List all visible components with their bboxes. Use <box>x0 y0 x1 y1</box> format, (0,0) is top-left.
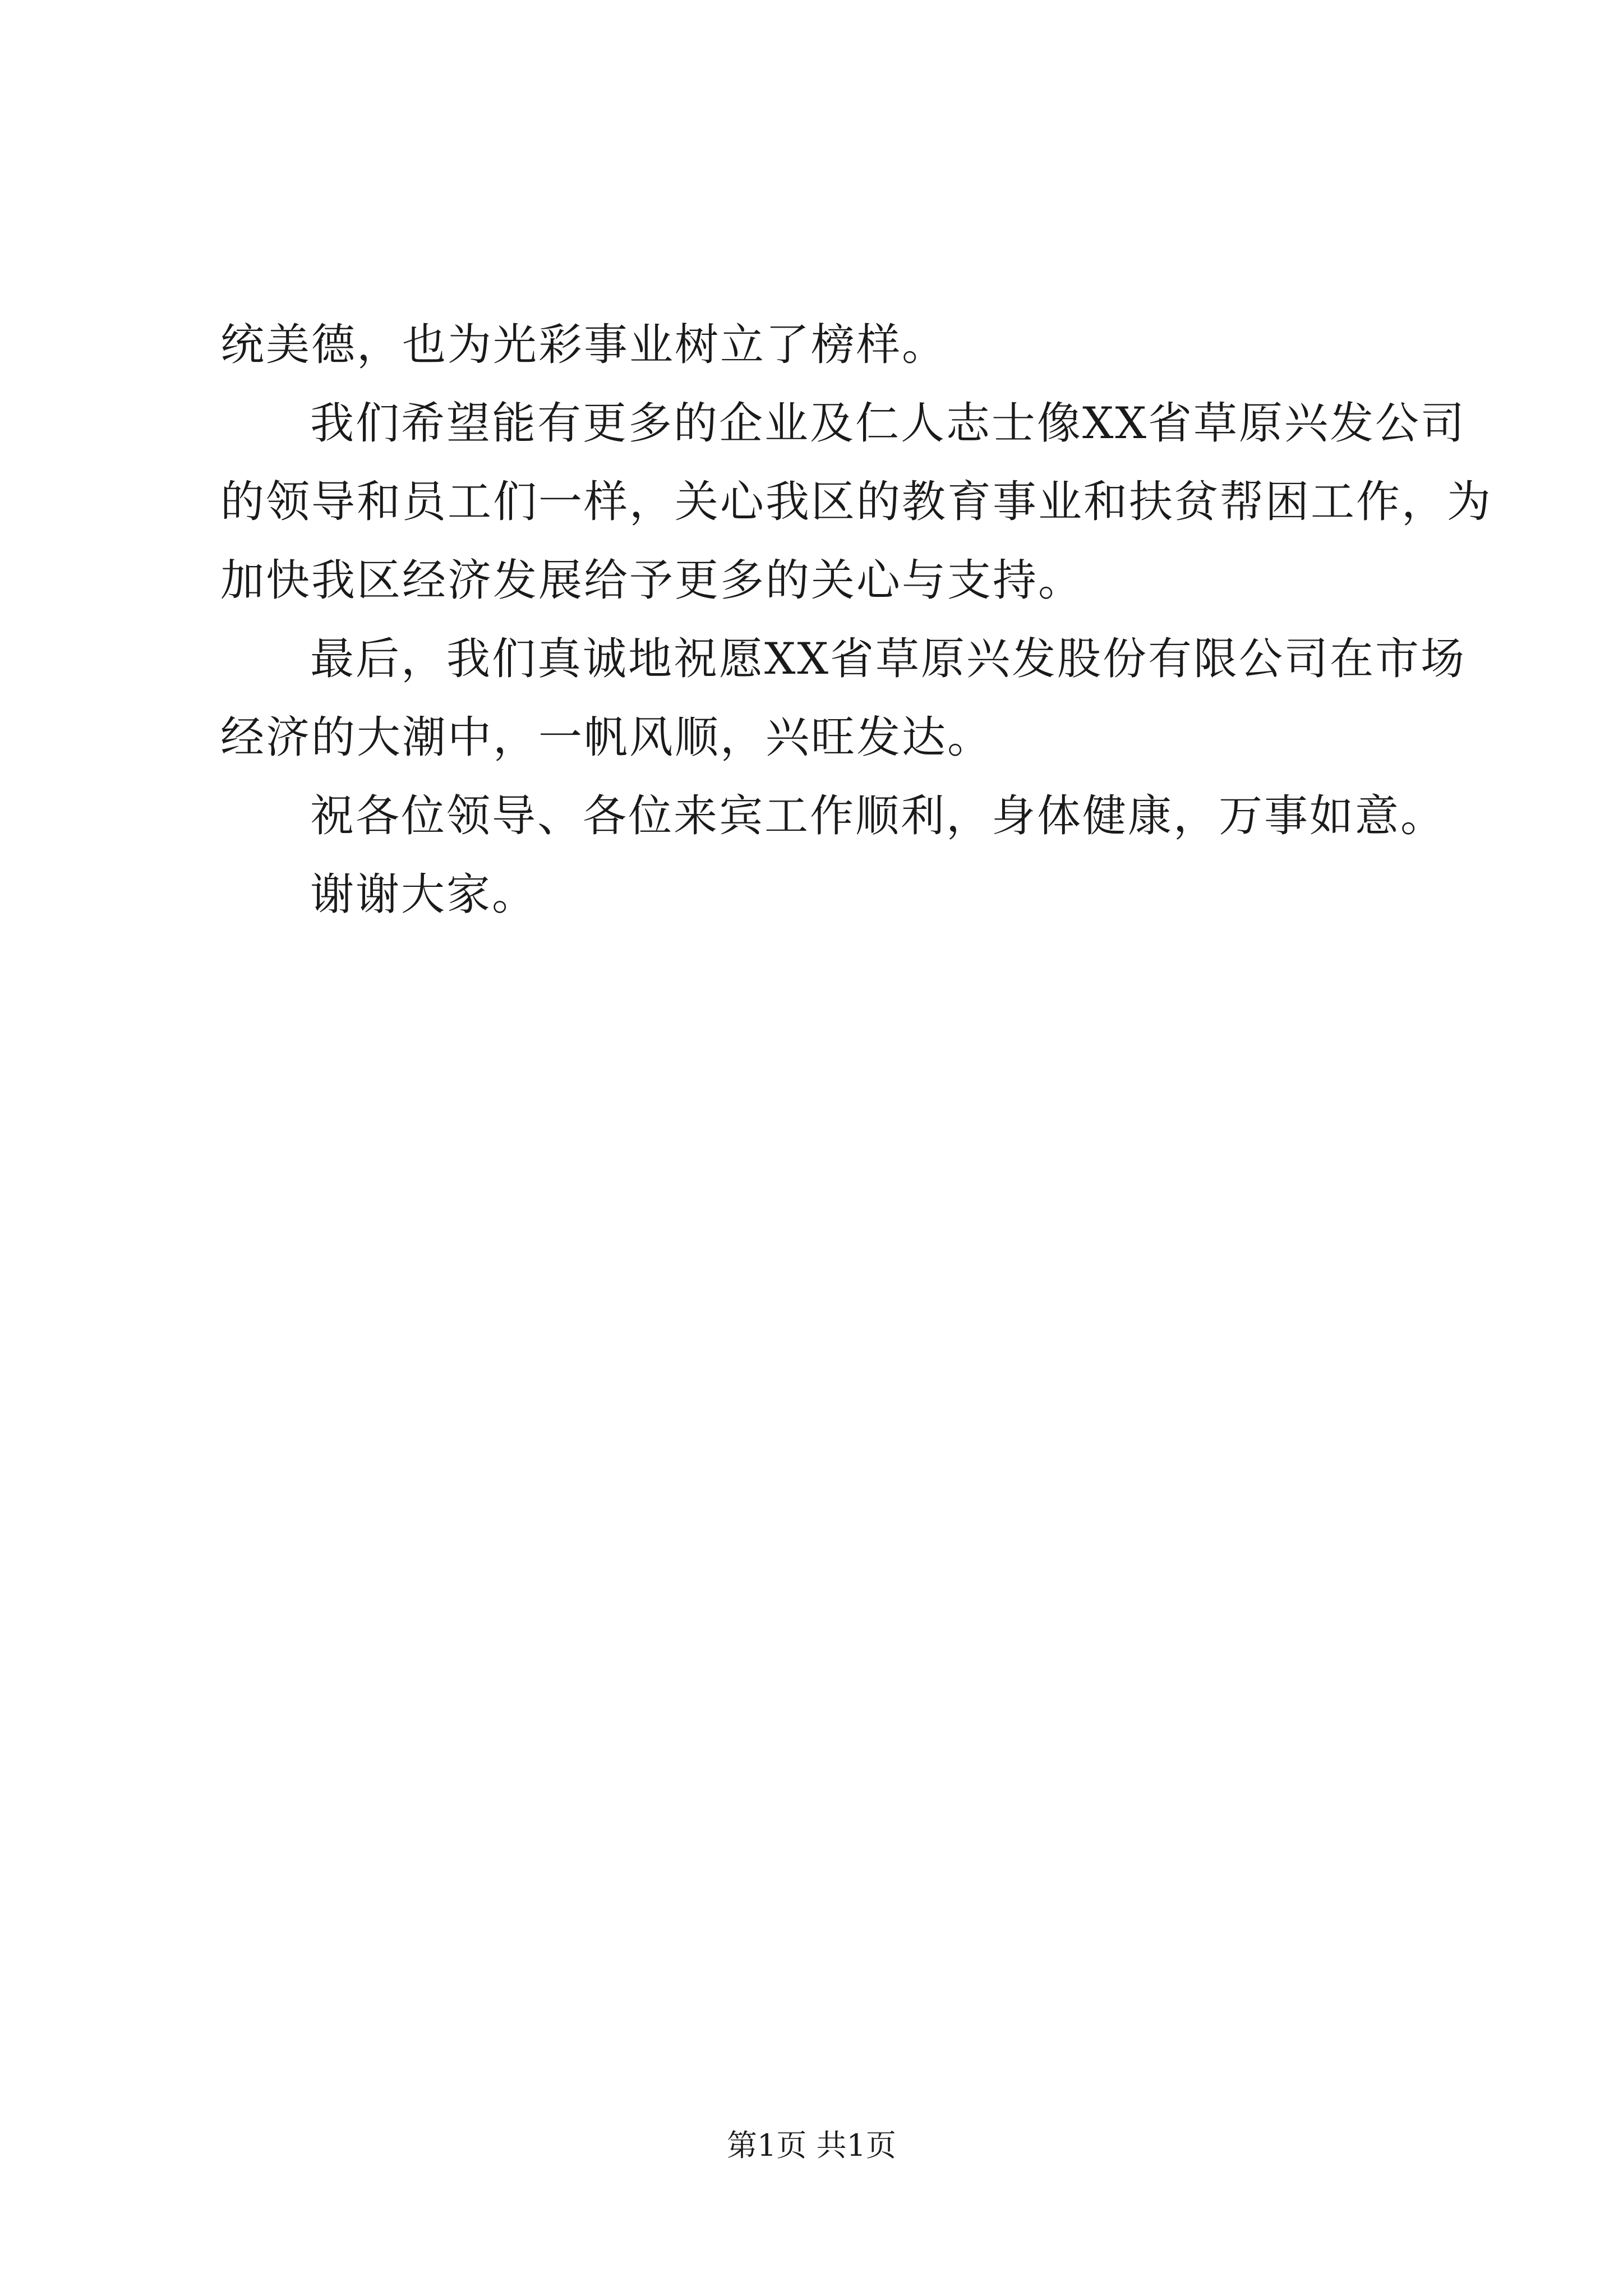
document-body <box>220 306 1493 934</box>
text-line: 的领导和员工们一样，关心我区的教育事业和扶贫帮困工作，为 <box>220 477 1493 527</box>
text-line: 祝各位领导、各位来宾工作顺利，身体健康，万事如意。 <box>310 791 1446 841</box>
text-line: 统美德，也为光彩事业树立了榜样。 <box>220 320 948 370</box>
page-number: 第1页 共1页 <box>727 2128 896 2163</box>
text-line: 谢谢大家。 <box>310 869 538 920</box>
text-line: 最后，我们真诚地祝愿XX省草原兴发股份有限公司在市场 <box>310 634 1467 684</box>
page-footer <box>0 2126 1623 2165</box>
text-line: 我们希望能有更多的企业及仁人志士像XX省草原兴发公司 <box>310 398 1467 449</box>
text-line: 加快我区经济发展给予更多的关心与支持。 <box>220 555 1084 606</box>
text-line: 经济的大潮中，一帆风顺，兴旺发达。 <box>220 712 993 763</box>
